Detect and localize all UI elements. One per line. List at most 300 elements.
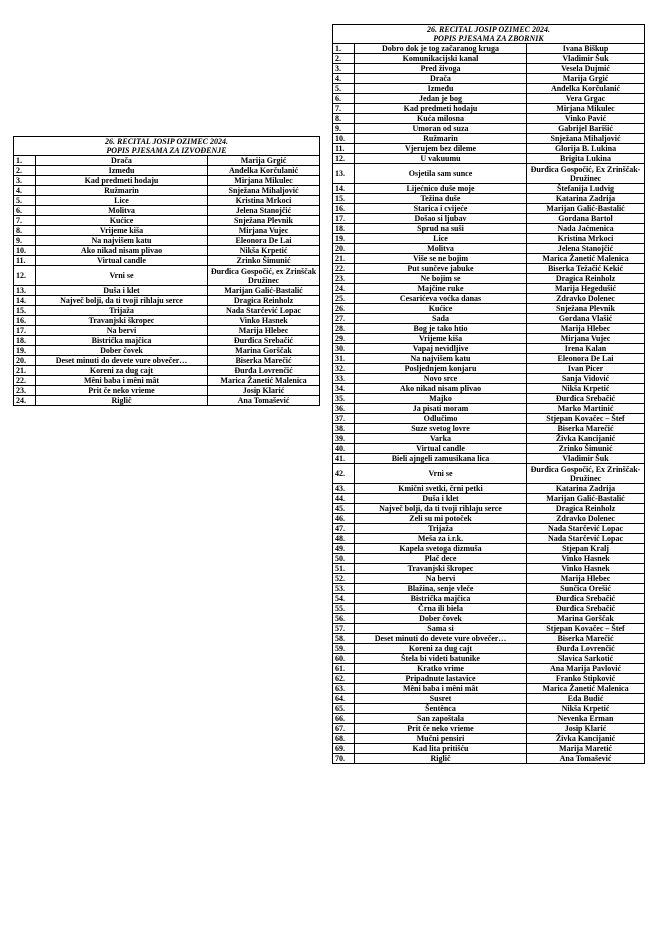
song-title: Starica i cvijeće xyxy=(355,204,527,214)
table-row xyxy=(14,366,320,376)
performer-name: Snježana Plevnik xyxy=(527,304,645,314)
song-title: Kućice xyxy=(355,304,527,314)
row-number: 60. xyxy=(333,654,355,664)
performer-name: Nikša Krpetić xyxy=(208,246,320,256)
row-number: 14. xyxy=(14,296,36,306)
performer-name: Marija Grgić xyxy=(208,156,320,166)
row-number: 31. xyxy=(333,354,355,364)
song-title: Trijaža xyxy=(36,306,208,316)
song-title: Mêni baba i mêni mât xyxy=(355,684,527,694)
table-row xyxy=(333,624,645,634)
row-number: 17. xyxy=(333,214,355,224)
row-number: 7. xyxy=(333,104,355,114)
song-title: Zeli su mi potoček xyxy=(355,514,527,524)
row-number: 11. xyxy=(14,256,36,266)
song-title: Kad lita pritišću xyxy=(355,744,527,754)
performer-name: Vladimir Šuk xyxy=(527,454,645,464)
row-number: 51. xyxy=(333,564,355,574)
song-title: Drača xyxy=(355,74,527,84)
row-number: 48. xyxy=(333,534,355,544)
performer-name: Dragica Reinholz xyxy=(527,504,645,514)
song-title: Riglič xyxy=(36,396,208,406)
table-row xyxy=(333,674,645,684)
song-title: Kmični svetki, črni petki xyxy=(355,484,527,494)
row-number: 41. xyxy=(333,454,355,464)
table-row xyxy=(14,186,320,196)
row-number: 58. xyxy=(333,634,355,644)
performer-name: Mirjana Vujec xyxy=(527,334,645,344)
performer-name: Marija Hlebec xyxy=(527,574,645,584)
row-number: 52. xyxy=(333,574,355,584)
performer-name: Marijan Galić-Bastalić xyxy=(208,286,320,296)
song-title: Mučni pensiri xyxy=(355,734,527,744)
table-header xyxy=(14,137,320,156)
performer-name: Gordana Bartol xyxy=(527,214,645,224)
row-number: 69. xyxy=(333,744,355,754)
song-title: Sama si xyxy=(355,624,527,634)
row-number: 30. xyxy=(333,344,355,354)
song-title: Drača xyxy=(36,156,208,166)
song-title: Travanjski škropec xyxy=(36,316,208,326)
performer-name: Marija Hlebec xyxy=(527,324,645,334)
song-title: Blažina, senje vleče xyxy=(355,584,527,594)
row-number: 68. xyxy=(333,734,355,744)
table-title-cell xyxy=(14,137,320,156)
table-row xyxy=(333,314,645,324)
performer-name: Snježana Mihaljović xyxy=(208,186,320,196)
table-row xyxy=(333,434,645,444)
song-title: Mêni baba i mêni mât xyxy=(36,376,208,386)
song-title: Prit če neko vrieme xyxy=(36,386,208,396)
song-title: Trijaža xyxy=(355,524,527,534)
row-number: 10. xyxy=(14,246,36,256)
performer-name: Nada Jaćmenica xyxy=(527,224,645,234)
song-title: Novo srce xyxy=(355,374,527,384)
row-number: 63. xyxy=(333,684,355,694)
row-number: 23. xyxy=(333,274,355,284)
performer-name: Biserka Marečić xyxy=(208,356,320,366)
row-number: 16. xyxy=(14,316,36,326)
table-row xyxy=(333,644,645,654)
table-row xyxy=(333,694,645,704)
table-row xyxy=(333,264,645,274)
song-title: Meša za i.r.k. xyxy=(355,534,527,544)
song-title: Kad predmeti hodaju xyxy=(355,104,527,114)
row-number: 64. xyxy=(333,694,355,704)
performer-name: Đurđica Gospočić, Ex Zrinščak-Družinec xyxy=(527,464,645,484)
row-number: 10. xyxy=(333,134,355,144)
table-row xyxy=(14,336,320,346)
song-title: Komunikacijski kanal xyxy=(355,54,527,64)
row-number: 44. xyxy=(333,494,355,504)
row-number: 5. xyxy=(14,196,36,206)
row-number: 2. xyxy=(333,54,355,64)
performer-name: Ana Marija Pavlović xyxy=(527,664,645,674)
song-title: Majčine ruke xyxy=(355,284,527,294)
table-row xyxy=(333,734,645,744)
performer-name: Vinko Pavić xyxy=(527,114,645,124)
song-title: Vrijeme kiša xyxy=(355,334,527,344)
performer-name: Katarina Zadrija xyxy=(527,484,645,494)
row-number: 46. xyxy=(333,514,355,524)
table-row xyxy=(333,214,645,224)
song-title: Majko xyxy=(355,394,527,404)
performer-name: Gabrijel Barišić xyxy=(527,124,645,134)
row-number: 4. xyxy=(14,186,36,196)
row-number: 55. xyxy=(333,604,355,614)
table-row xyxy=(333,194,645,204)
table-row xyxy=(14,306,320,316)
song-title: Suze svetog lovre xyxy=(355,424,527,434)
table-row xyxy=(333,514,645,524)
song-title: Ružmarin xyxy=(355,134,527,144)
song-title: U vakuumu xyxy=(355,154,527,164)
performer-name: Eleonora De Lai xyxy=(208,236,320,246)
row-number: 49. xyxy=(333,544,355,554)
song-title: Virtual candle xyxy=(355,444,527,454)
song-title: Vapaj nevidljive xyxy=(355,344,527,354)
song-title: Jedan je bog xyxy=(355,94,527,104)
row-number: 2. xyxy=(14,166,36,176)
performer-name: Živka Kancijanić xyxy=(527,434,645,444)
row-number: 22. xyxy=(14,376,36,386)
table-row xyxy=(333,104,645,114)
song-title: Riglič xyxy=(355,754,527,764)
song-title: Bieli ajngeli zamusikana lica xyxy=(355,454,527,464)
performer-name: Vinko Hasnek xyxy=(208,316,320,326)
performer-name: Snježana Mihaljović xyxy=(527,134,645,144)
table-row xyxy=(333,454,645,464)
performer-name: Irena Kalan xyxy=(527,344,645,354)
song-title: Pred živoga xyxy=(355,64,527,74)
table-row xyxy=(333,344,645,354)
song-title: Na bervi xyxy=(355,574,527,584)
table-subtitle: POPIS PJESAMA ZA ZBORNIK xyxy=(433,34,544,43)
song-title: Kratko vrime xyxy=(355,664,527,674)
row-number: 23. xyxy=(14,386,36,396)
performer-name: Marina Gorščak xyxy=(527,614,645,624)
song-title: Kapela svetoga dizmuša xyxy=(355,544,527,554)
song-title: Travanjski škropec xyxy=(355,564,527,574)
left-songs-table xyxy=(13,136,320,406)
song-title: Ako nikad nisam plivao xyxy=(36,246,208,256)
row-number: 27. xyxy=(333,314,355,324)
table-row xyxy=(333,524,645,534)
table-row xyxy=(333,54,645,64)
table-row xyxy=(14,226,320,236)
performer-name: Slavica Sarkotić xyxy=(527,654,645,664)
table-row xyxy=(333,184,645,194)
song-title: Kućice xyxy=(36,216,208,226)
table-row xyxy=(333,604,645,614)
song-title: Na bervi xyxy=(36,326,208,336)
song-title: Težina duše xyxy=(355,194,527,204)
table-row xyxy=(14,326,320,336)
row-number: 59. xyxy=(333,644,355,654)
table-title: 26. RECITAL JOSIP OZIMEC 2024. xyxy=(105,137,228,146)
right-songs-table xyxy=(332,24,645,764)
performer-name: Gordana Vlašić xyxy=(527,314,645,324)
table-title-cell xyxy=(333,25,645,44)
performer-name: Katarina Zadrija xyxy=(527,194,645,204)
table-row xyxy=(333,534,645,544)
performer-name: Dragica Reinholz xyxy=(208,296,320,306)
song-title: Dober čovek xyxy=(36,346,208,356)
table-row xyxy=(333,154,645,164)
performer-name: Štefanija Ludvig xyxy=(527,184,645,194)
row-number: 38. xyxy=(333,424,355,434)
performer-name: Stjepan Kralj xyxy=(527,544,645,554)
song-title: Največ bolji, da ti tvoji rihlaju serce xyxy=(355,504,527,514)
performer-name: Eleonora De Lai xyxy=(527,354,645,364)
table-row xyxy=(333,374,645,384)
table-row xyxy=(333,744,645,754)
performer-name: Zrinko Šimunić xyxy=(208,256,320,266)
performer-name: Josip Klarić xyxy=(208,386,320,396)
table-row xyxy=(333,464,645,484)
performer-name: Marija Grgić xyxy=(527,74,645,84)
performer-name: Ivan Picer xyxy=(527,364,645,374)
row-number: 39. xyxy=(333,434,355,444)
table-row xyxy=(333,234,645,244)
song-title: Susret xyxy=(355,694,527,704)
row-number: 26. xyxy=(333,304,355,314)
performer-name: Mirjana Vujec xyxy=(208,226,320,236)
table-row xyxy=(333,244,645,254)
row-number: 67. xyxy=(333,724,355,734)
song-title: Vjerujem bez dileme xyxy=(355,144,527,154)
row-number: 12. xyxy=(333,154,355,164)
table-row xyxy=(14,166,320,176)
table-row xyxy=(14,246,320,256)
table-row xyxy=(14,386,320,396)
row-number: 66. xyxy=(333,714,355,724)
performer-name: Kristina Mrkoci xyxy=(527,234,645,244)
song-title: Na najvišem katu xyxy=(36,236,208,246)
table-row xyxy=(333,714,645,724)
performer-name: Vinko Hasnek xyxy=(527,564,645,574)
row-number: 35. xyxy=(333,394,355,404)
performer-name: Brigita Lukina xyxy=(527,154,645,164)
performer-name: Nikša Krpetić xyxy=(527,704,645,714)
song-title: Osjetila sam sunce xyxy=(355,164,527,184)
performer-name: Sunčica Orešić xyxy=(527,584,645,594)
row-number: 36. xyxy=(333,404,355,414)
table-title: 26. RECITAL JOSIP OZIMEC 2024. xyxy=(427,25,550,34)
song-title: Došao si ljubav xyxy=(355,214,527,224)
song-title: Kuća milosna xyxy=(355,114,527,124)
song-title: Ako nikad nisam plivao xyxy=(355,384,527,394)
row-number: 43. xyxy=(333,484,355,494)
performer-name: Ana Tomašević xyxy=(208,396,320,406)
performer-name: Biserka Marečić xyxy=(527,634,645,644)
table-row xyxy=(333,614,645,624)
performer-name: Glorija B. Lukina xyxy=(527,144,645,154)
row-number: 11. xyxy=(333,144,355,154)
row-number: 37. xyxy=(333,414,355,424)
row-number: 34. xyxy=(333,384,355,394)
row-number: 20. xyxy=(333,244,355,254)
row-number: 45. xyxy=(333,504,355,514)
table-row xyxy=(333,364,645,374)
row-number: 40. xyxy=(333,444,355,454)
table-row xyxy=(333,414,645,424)
performer-name: Nada Starčević Lopac xyxy=(208,306,320,316)
song-title: Kad predmeti hodaju xyxy=(36,176,208,186)
performer-name: Nada Starčević Lopac xyxy=(527,524,645,534)
performer-name: Marija Hegedušić xyxy=(527,284,645,294)
table-row xyxy=(333,664,645,674)
row-number: 65. xyxy=(333,704,355,714)
table-row xyxy=(333,574,645,584)
table-row xyxy=(333,274,645,284)
performer-name: Marica Žanetić Malenica xyxy=(527,684,645,694)
row-number: 32. xyxy=(333,364,355,374)
song-title: Dobro dok je tog začaranog kruga xyxy=(355,44,527,54)
table-row xyxy=(333,554,645,564)
row-number: 24. xyxy=(333,284,355,294)
table-row xyxy=(333,704,645,714)
performer-name: Marina Gorščak xyxy=(208,346,320,356)
performer-name: Marijan Galić-Bastalić xyxy=(527,494,645,504)
table-row xyxy=(14,256,320,266)
song-title: Prit če neko vrieme xyxy=(355,724,527,734)
table-row xyxy=(333,354,645,364)
table-row xyxy=(333,304,645,314)
performer-name: Đurđa Lovrenčić xyxy=(527,644,645,654)
table-row xyxy=(333,164,645,184)
table-row xyxy=(14,176,320,186)
table-row xyxy=(333,254,645,264)
row-number: 9. xyxy=(14,236,36,246)
performer-name: Marija Maretić xyxy=(527,744,645,754)
row-number: 53. xyxy=(333,584,355,594)
row-number: 7. xyxy=(14,216,36,226)
performer-name: Dragica Reinholz xyxy=(527,274,645,284)
song-title: Između xyxy=(36,166,208,176)
table-row xyxy=(14,206,320,216)
song-title: Plač dece xyxy=(355,554,527,564)
table-row xyxy=(14,376,320,386)
song-title: Ne bojim se xyxy=(355,274,527,284)
table-row xyxy=(14,346,320,356)
table-row xyxy=(14,236,320,246)
performer-name: Đurđica Srebačić xyxy=(208,336,320,346)
table-row xyxy=(14,286,320,296)
song-title: Deset minuti do devete vure obvečer… xyxy=(36,356,208,366)
row-number: 19. xyxy=(333,234,355,244)
performer-name: Mirjana Mikulec xyxy=(208,176,320,186)
table-row xyxy=(333,424,645,434)
table-row xyxy=(333,124,645,134)
performer-name: Đurđa Lovrenčić xyxy=(208,366,320,376)
song-title: Duša i klet xyxy=(355,494,527,504)
table-row xyxy=(14,316,320,326)
performer-name: Ana Tomašević xyxy=(527,754,645,764)
row-number: 16. xyxy=(333,204,355,214)
row-number: 9. xyxy=(333,124,355,134)
row-number: 24. xyxy=(14,396,36,406)
table-row xyxy=(333,504,645,514)
song-title: Duša i klet xyxy=(36,286,208,296)
performer-name: Marko Martinić xyxy=(527,404,645,414)
performer-name: Snježana Plevnik xyxy=(208,216,320,226)
row-number: 8. xyxy=(333,114,355,124)
song-title: Molitva xyxy=(36,206,208,216)
performer-name: Franko Stipković xyxy=(527,674,645,684)
performer-name: Marijan Galić-Bastalić xyxy=(527,204,645,214)
song-title: Varka xyxy=(355,434,527,444)
row-number: 8. xyxy=(14,226,36,236)
table-row xyxy=(333,84,645,94)
song-title: Vrni se xyxy=(355,464,527,484)
song-title: Vrni se xyxy=(36,266,208,286)
performer-name: Josip Klarić xyxy=(527,724,645,734)
performer-name: Marica Žanetić Malenica xyxy=(527,254,645,264)
performer-name: Nikša Krpetić xyxy=(527,384,645,394)
row-number: 13. xyxy=(333,164,355,184)
performer-name: Nevenka Erman xyxy=(527,714,645,724)
table-row xyxy=(333,494,645,504)
table-row xyxy=(333,294,645,304)
row-number: 47. xyxy=(333,524,355,534)
song-title: Ružmarin xyxy=(36,186,208,196)
table-row xyxy=(333,384,645,394)
performer-name: Anđelka Korčulanić xyxy=(527,84,645,94)
song-title: Bistrička majčica xyxy=(355,594,527,604)
table-row xyxy=(333,684,645,694)
row-number: 3. xyxy=(14,176,36,186)
table-row xyxy=(14,356,320,366)
performer-name: Đurđica Gospočić, Ex Zrinščak-Družinec xyxy=(527,164,645,184)
table-row xyxy=(333,144,645,154)
table-row xyxy=(333,324,645,334)
table-row xyxy=(333,224,645,234)
row-number: 22. xyxy=(333,264,355,274)
table-row xyxy=(14,266,320,286)
row-number: 13. xyxy=(14,286,36,296)
row-number: 6. xyxy=(333,94,355,104)
song-title: Štela bi videti batunike xyxy=(355,654,527,664)
song-title: Put sunčeve jabuke xyxy=(355,264,527,274)
song-title: Koreni za dug cajt xyxy=(36,366,208,376)
song-title: Vrijeme kiša xyxy=(36,226,208,236)
table-row xyxy=(14,216,320,226)
row-number: 57. xyxy=(333,624,355,634)
performer-name: Marija Hlebec xyxy=(208,326,320,336)
performer-name: Đurđica Srebačić xyxy=(527,394,645,404)
table-row xyxy=(333,634,645,644)
row-number: 1. xyxy=(333,44,355,54)
song-title: Na najvišem katu xyxy=(355,354,527,364)
row-number: 54. xyxy=(333,594,355,604)
table-row xyxy=(333,284,645,294)
song-title: Bog je tako htio xyxy=(355,324,527,334)
song-title: Virtual candle xyxy=(36,256,208,266)
performer-name: Vesela Dujmić xyxy=(527,64,645,74)
row-number: 56. xyxy=(333,614,355,624)
row-number: 5. xyxy=(333,84,355,94)
table-row xyxy=(333,404,645,414)
table-row xyxy=(333,754,645,764)
table-row xyxy=(333,334,645,344)
table-header xyxy=(333,25,645,44)
table-row xyxy=(333,44,645,54)
song-title: Pripadnute lastavice xyxy=(355,674,527,684)
performer-name: Zrinko Šimunić xyxy=(527,444,645,454)
table-row xyxy=(333,654,645,664)
row-number: 17. xyxy=(14,326,36,336)
